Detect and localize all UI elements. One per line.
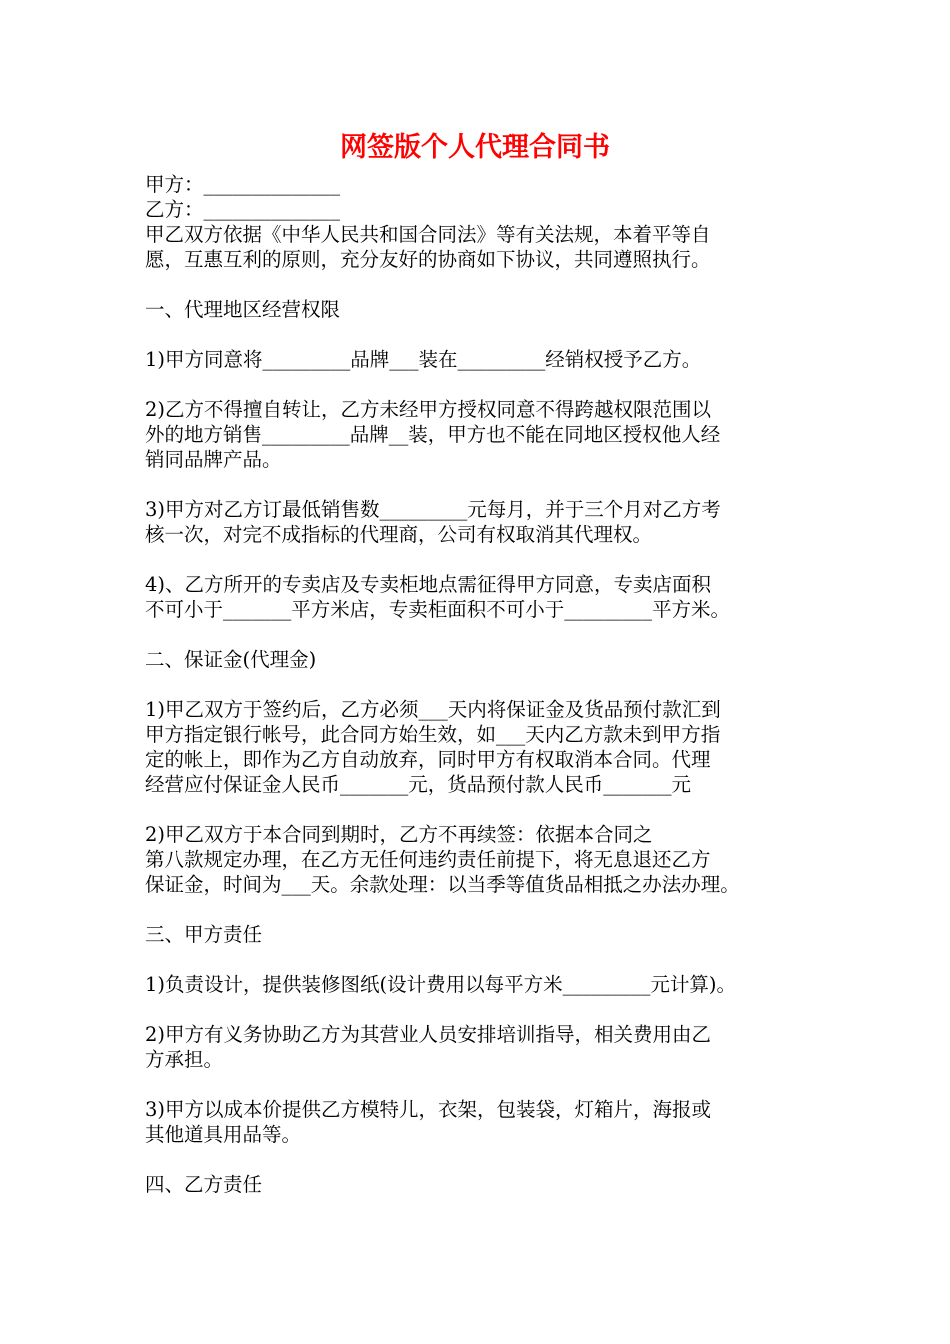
preamble-line-1: 甲乙双方依据《中华人民共和国合同法》等有关法规，本着平等自 [145, 223, 711, 246]
clause-1-2-line-2: 外的地方销售_________品牌__装，甲方也不能在同地区授权他人经 [145, 423, 721, 446]
party-b-line: 乙方：______________ [145, 198, 341, 221]
clause-3-2-line-2: 方承担。 [145, 1048, 224, 1071]
blank-line [145, 947, 813, 972]
clause-1-1: 1)甲方同意将_________品牌___装在_________经销权授予乙方。 [145, 348, 702, 371]
section-heading-1: 一、代理地区经营权限 [145, 298, 341, 321]
party-a-line: 甲方：______________ [145, 173, 341, 196]
clause-2-1-line-2: 甲方指定银行帐号，此合同方始生效，如___天内乙方款未到甲方指 [145, 723, 721, 746]
blank-line [145, 997, 813, 1022]
clause-2-2-line-2: 第八款规定办理，在乙方无任何违约责任前提下，将无息退还乙方 [145, 848, 711, 871]
clause-2-1-line-3: 定的帐上，即作为乙方自动放弃，同时甲方有权取消本合同。代理 [145, 748, 711, 771]
clause-2-2-line-3: 保证金，时间为___天。余款处理：以当季等值货品相抵之办法办理。 [145, 873, 740, 896]
blank-line [145, 797, 813, 822]
blank-line [145, 672, 813, 697]
clause-1-4-line-1: 4)、乙方所开的专卖店及专卖柜地点需征得甲方同意，专卖店面积 [145, 573, 712, 596]
clause-3-1: 1)负责设计，提供装修图纸(设计费用以每平方米_________元计算)。 [145, 973, 736, 996]
blank-line [145, 322, 813, 347]
clause-1-2-line-1: 2)乙方不得擅自转让，乙方未经甲方授权同意不得跨越权限范围以 [145, 398, 712, 421]
section-heading-3: 三、甲方责任 [145, 923, 263, 946]
preamble-line-2: 愿，互惠互利的原则，充分友好的协商如下协议，共同遵照执行。 [145, 248, 711, 271]
blank-line [145, 897, 813, 922]
clause-1-4-line-2: 不可小于_______平方米店，专卖柜面积不可小于_________平方米。 [145, 598, 731, 621]
section-heading-2: 二、保证金(代理金) [145, 648, 317, 671]
clause-2-2-line-1: 2)甲乙双方于本合同到期时，乙方不再续签：依据本合同之 [145, 823, 653, 846]
blank-line [145, 472, 813, 497]
clause-2-1-line-1: 1)甲乙双方于签约后，乙方必须___天内将保证金及货品预付款汇到 [145, 698, 721, 721]
blank-line [145, 272, 813, 297]
clause-3-3-line-1: 3)甲方以成本价提供乙方模特儿，衣架，包装袋，灯箱片，海报或 [145, 1098, 712, 1121]
blank-line [145, 1072, 813, 1097]
clause-1-3-line-2: 核一次，对完不成指标的代理商，公司有权取消其代理权。 [145, 523, 653, 546]
blank-line [145, 372, 813, 397]
clause-3-2-line-1: 2)甲方有义务协助乙方为其营业人员安排培训指导，相关费用由乙 [145, 1023, 712, 1046]
blank-line [145, 622, 813, 647]
clause-1-2-line-3: 销同品牌产品。 [145, 448, 282, 471]
document-title: 网签版个人代理合同书 [340, 132, 610, 163]
clause-1-3-line-1: 3)甲方对乙方订最低销售数_________元每月，并于三个月对乙方考 [145, 498, 721, 521]
clause-3-3-line-2: 其他道具用品等。 [145, 1123, 302, 1146]
document-body [145, 172, 813, 1197]
clause-2-1-line-4: 经营应付保证金人民币_______元，货品预付款人民币_______元 [145, 773, 692, 796]
section-heading-4: 四、乙方责任 [145, 1173, 263, 1196]
blank-line [145, 547, 813, 572]
blank-line [145, 1147, 813, 1172]
